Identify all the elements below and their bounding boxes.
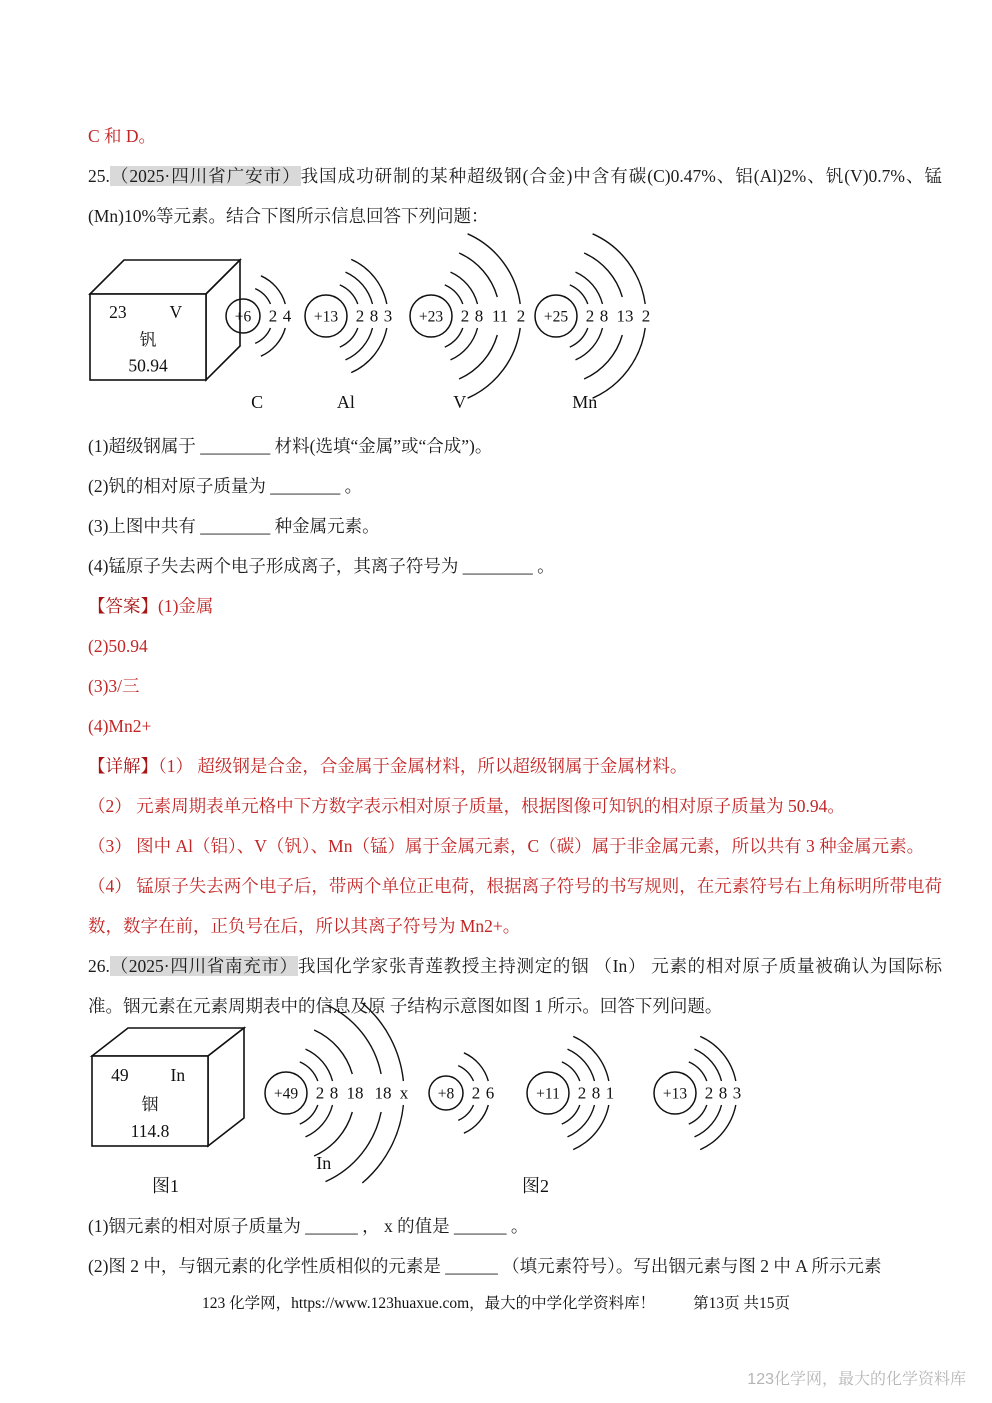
q25-intro-text: 我国成功研制的某种超级钢(合金)中含有碳(C)0.47%、铝(Al)2%、钒(V)0.7%、锰(Mn)10%等元素。结合下图所示信息回答下列问题： bbox=[88, 166, 942, 226]
shell-electron-count: 8 bbox=[591, 1083, 601, 1103]
q26-question-1: (1)铟元素的相对原子质量为 ______ ， x 的值是 ______ 。 bbox=[88, 1216, 529, 1236]
electron-shell-arc bbox=[445, 328, 463, 347]
atom-structure-Mn bbox=[535, 234, 650, 412]
electron-shell-arc bbox=[689, 1105, 707, 1124]
electron-shell-arc bbox=[340, 328, 358, 347]
q26-number: 26. bbox=[88, 956, 110, 976]
q26-element-diagram bbox=[88, 1026, 948, 1206]
electron-shell-arc bbox=[459, 335, 497, 379]
shell-electron-count: 8 bbox=[599, 306, 609, 326]
electron-shell-arc bbox=[464, 1105, 488, 1133]
q26-diagram-canvas bbox=[88, 1026, 948, 1206]
electron-shell-arc bbox=[700, 1105, 736, 1150]
shell-electron-count: 8 bbox=[369, 306, 379, 326]
q25-answer-line-4: (4)Mn2+ bbox=[88, 716, 152, 736]
q26-intro-text: 我国化学家张青莲教授主持测定的铟 （In） 元素的相对原子质量被确认为国际标准。铟元素在元素周期表中的信息及原 子结构示意图如图 1 所示。回答下列问题。 bbox=[88, 956, 943, 1016]
element-atomic-number: 23 bbox=[109, 302, 127, 323]
electron-shell-arc bbox=[451, 272, 478, 304]
shell-electron-count: 2 bbox=[355, 306, 365, 326]
electron-shell-arc bbox=[255, 328, 270, 343]
q25-detail-line-1 bbox=[88, 746, 942, 786]
atom-structure-In bbox=[265, 1003, 409, 1183]
q25-answer-1: (1)金属 bbox=[158, 596, 214, 616]
detail-label: 【详解】 bbox=[88, 756, 158, 776]
shell-electron-count: x bbox=[399, 1083, 409, 1103]
electron-shell-arc bbox=[573, 1036, 609, 1081]
nucleus-charge: +8 bbox=[437, 1085, 455, 1103]
q25-answer-line-2: (2)50.94 bbox=[88, 636, 148, 656]
electron-shell-arc bbox=[261, 328, 285, 356]
electron-shell-arc bbox=[346, 328, 373, 360]
shell-electron-count: 6 bbox=[485, 1083, 495, 1103]
q26-source-tag: （2025·四川省南充市） bbox=[109, 956, 298, 976]
shell-electron-count: 2 bbox=[641, 306, 651, 326]
shell-electron-count: 13 bbox=[616, 306, 634, 326]
watermark: 123化学网，最大的化学资料库 bbox=[747, 1371, 966, 1388]
electron-shell-arc bbox=[340, 285, 358, 304]
electron-shell-arc bbox=[306, 1049, 333, 1081]
electron-shell-arc bbox=[306, 1105, 333, 1137]
q25-intro bbox=[88, 156, 942, 236]
element-name: 钒 bbox=[139, 330, 157, 350]
atom-structure-+11 bbox=[527, 1036, 614, 1149]
figure-1-label: 图1 bbox=[152, 1176, 179, 1196]
q25-detail-line-3: （3） 图中 Al（铝）、V（钒）、Mn（锰）属于金属元素，C（碳）属于非金属元素，所以共有 3 种金属元素。 bbox=[88, 836, 925, 856]
electron-shell-arc bbox=[261, 276, 285, 304]
shell-electron-count: 8 bbox=[718, 1083, 728, 1103]
answer-label: 【答案】 bbox=[88, 596, 158, 616]
element-atomic-mass: 114.8 bbox=[130, 1121, 170, 1141]
nucleus-charge: +25 bbox=[543, 308, 569, 326]
electron-shell-arc bbox=[458, 1066, 473, 1081]
electron-shell-arc bbox=[593, 328, 646, 398]
electron-shell-arc bbox=[562, 1105, 580, 1124]
shell-electron-count: 3 bbox=[383, 306, 393, 326]
page-footer bbox=[0, 1292, 992, 1316]
electron-shell-arc bbox=[695, 1105, 722, 1137]
shell-electron-count: 18 bbox=[346, 1083, 364, 1103]
periodic-table-cell-cube bbox=[90, 260, 240, 380]
electron-shell-arc bbox=[451, 328, 478, 360]
electron-shell-arc bbox=[255, 289, 270, 304]
electron-shell-arc bbox=[700, 1036, 736, 1081]
atom-structure-V bbox=[410, 234, 525, 412]
element-atomic-mass: 50.94 bbox=[128, 355, 168, 376]
electron-shell-arc bbox=[351, 259, 387, 304]
q25-detail-line-2: （2） 元素周期表单元格中下方数字表示相对原子质量，根据图像可知钒的相对原子质量为 50.94。 bbox=[88, 796, 845, 816]
electron-shell-arc bbox=[593, 234, 646, 304]
shell-electron-count: 4 bbox=[282, 306, 292, 326]
figure-2-label: 图2 bbox=[522, 1176, 549, 1196]
element-symbol: In bbox=[170, 1065, 186, 1086]
footer-page-number: 第13页 共15页 bbox=[693, 1295, 791, 1312]
q25-source-tag: （2025·四川省广安市） bbox=[109, 166, 301, 186]
electron-shell-arc bbox=[458, 1105, 473, 1120]
prelude-line: C 和 D。 bbox=[88, 126, 157, 146]
q26-question-2: (2)图 2 中，与铟元素的化学性质相似的元素是 ______ （填元素符号）。写出铟元素与图 2 中 A 所示元素 bbox=[88, 1256, 882, 1276]
q25-element-diagram bbox=[88, 236, 948, 426]
electron-shell-arc bbox=[584, 253, 622, 297]
electron-shell-arc bbox=[445, 285, 463, 304]
q25-question-4: (4)锰原子失去两个电子形成离子，其离子符号为 ________ 。 bbox=[88, 556, 555, 576]
electron-shell-arc bbox=[346, 272, 373, 304]
shell-electron-count: 2 bbox=[704, 1083, 714, 1103]
nucleus-charge: +6 bbox=[234, 308, 252, 326]
electron-shell-arc bbox=[468, 234, 521, 304]
nucleus-charge: +23 bbox=[418, 308, 444, 326]
electron-shell-arc bbox=[576, 328, 603, 360]
nucleus-charge: +13 bbox=[662, 1085, 688, 1103]
shell-electron-count: 2 bbox=[471, 1083, 481, 1103]
electron-shell-arc bbox=[584, 335, 622, 379]
electron-shell-arc bbox=[570, 285, 588, 304]
q25-detail-line-4: （4） 锰原子失去两个电子后，带两个单位正电荷，根据离子符号的书写规则，在元素符号右上角标明所带电荷数，数字在前，正负号在后，所以其离子符号为 Mn2+。 bbox=[88, 876, 942, 936]
shell-electron-count: 2 bbox=[516, 306, 526, 326]
electron-shell-arc bbox=[314, 1030, 352, 1074]
electron-shell-arc bbox=[468, 328, 521, 398]
atom-structure-+8 bbox=[429, 1053, 494, 1133]
electron-shell-arc bbox=[562, 1062, 580, 1081]
atom-structure-Al bbox=[305, 259, 392, 412]
q25-answer-line-1 bbox=[88, 586, 942, 626]
atom-structure-+13 bbox=[654, 1036, 741, 1149]
shell-electron-count: 1 bbox=[605, 1083, 615, 1103]
q25-detail-1: （1） 超级钢是合金，合金属于金属材料，所以超级钢属于金属材料。 bbox=[158, 756, 688, 776]
shell-electron-count: 2 bbox=[268, 306, 278, 326]
element-symbol: V bbox=[169, 302, 183, 323]
electron-shell-arc bbox=[351, 328, 387, 373]
q25-answer-line-3: (3)3/三 bbox=[88, 676, 140, 696]
atom-label: C bbox=[251, 392, 264, 412]
electron-shell-arc bbox=[300, 1105, 318, 1124]
shell-electron-count: 2 bbox=[315, 1083, 325, 1103]
element-atomic-number: 49 bbox=[111, 1065, 129, 1086]
nucleus-charge: +49 bbox=[273, 1085, 299, 1103]
electron-shell-arc bbox=[568, 1049, 595, 1081]
electron-shell-arc bbox=[459, 253, 497, 297]
shell-electron-count: 3 bbox=[732, 1083, 742, 1103]
atom-label: V bbox=[453, 392, 467, 412]
shell-electron-count: 2 bbox=[585, 306, 595, 326]
atom-label: Al bbox=[336, 392, 355, 412]
atom-label: Mn bbox=[572, 392, 598, 412]
electron-shell-arc bbox=[300, 1062, 318, 1081]
shell-electron-count: 8 bbox=[329, 1083, 339, 1103]
document-body bbox=[88, 116, 942, 1286]
atom-label: In bbox=[316, 1153, 332, 1173]
q25-question-3: (3)上图中共有 ________ 种金属元素。 bbox=[88, 516, 380, 536]
element-name: 铟 bbox=[141, 1095, 159, 1114]
shell-electron-count: 2 bbox=[460, 306, 470, 326]
periodic-table-cell-cube bbox=[92, 1028, 244, 1146]
shell-electron-count: 18 bbox=[374, 1083, 392, 1103]
shell-electron-count: 2 bbox=[577, 1083, 587, 1103]
nucleus-charge: +13 bbox=[313, 308, 339, 326]
footer-site-info: 123 化学网，https://www.123huaxue.com，最大的中学化学资料库！ bbox=[201, 1295, 656, 1312]
electron-shell-arc bbox=[326, 1112, 382, 1182]
electron-shell-arc bbox=[576, 272, 603, 304]
electron-shell-arc bbox=[570, 328, 588, 347]
q25-question-2: (2)钒的相对原子质量为 ________ 。 bbox=[88, 476, 363, 496]
shell-electron-count: 11 bbox=[491, 306, 509, 326]
electron-shell-arc bbox=[573, 1105, 609, 1150]
q25-question-1: (1)超级钢属于 ________ 材料(选填“金属”或“合成”)。 bbox=[88, 436, 493, 456]
electron-shell-arc bbox=[689, 1062, 707, 1081]
nucleus-charge: +11 bbox=[536, 1085, 560, 1103]
electron-shell-arc bbox=[695, 1049, 722, 1081]
q26-intro bbox=[88, 946, 942, 1026]
q25-number: 25. bbox=[88, 166, 110, 186]
shell-electron-count: 8 bbox=[474, 306, 484, 326]
electron-shell-arc bbox=[568, 1105, 595, 1137]
q25-diagram-canvas bbox=[88, 236, 948, 426]
electron-shell-arc bbox=[314, 1112, 352, 1156]
electron-shell-arc bbox=[464, 1053, 488, 1081]
